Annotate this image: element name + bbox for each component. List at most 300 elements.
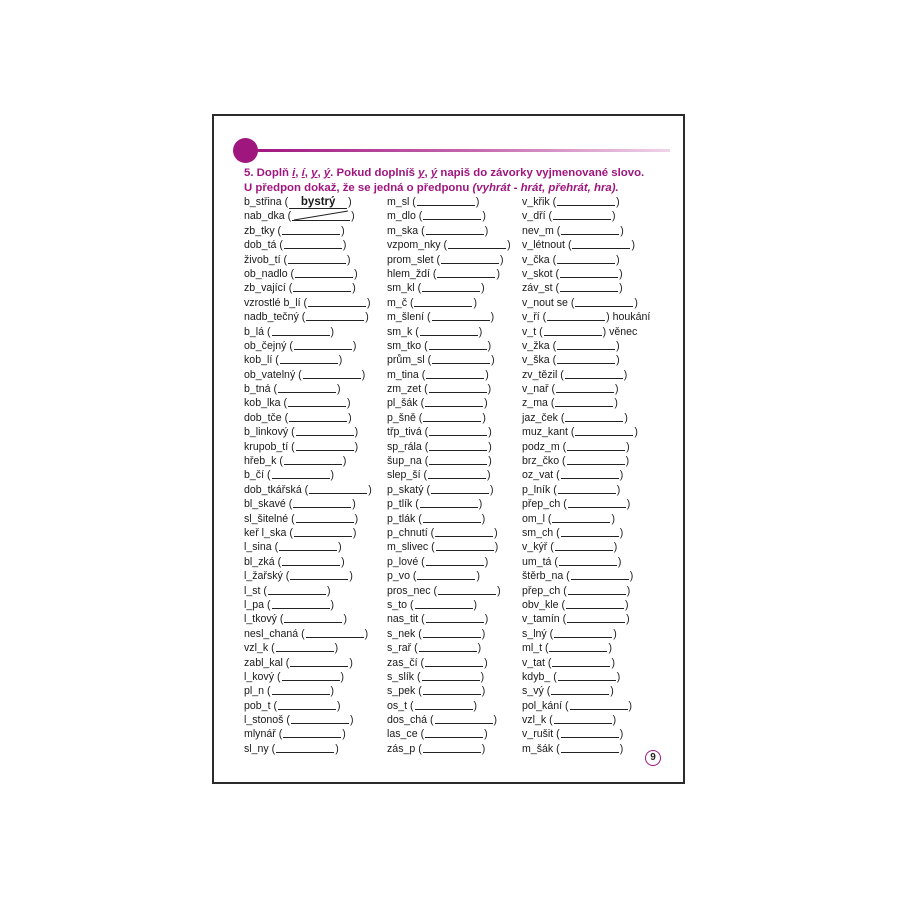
word-text: v_křik ( bbox=[522, 196, 557, 208]
answer-blank[interactable] bbox=[294, 527, 352, 537]
answer-blank[interactable] bbox=[417, 570, 475, 580]
word-row bbox=[522, 468, 662, 482]
answer-blank[interactable] bbox=[568, 498, 626, 508]
answer-blank[interactable] bbox=[429, 441, 487, 451]
answer-blank[interactable] bbox=[272, 326, 330, 336]
answer-blank[interactable] bbox=[425, 728, 483, 738]
word-row bbox=[244, 209, 384, 223]
word-row bbox=[387, 468, 527, 482]
answer-blank[interactable] bbox=[428, 469, 486, 479]
answer-blank[interactable] bbox=[278, 383, 336, 393]
word-text-end: ) bbox=[619, 282, 623, 295]
answer-blank[interactable] bbox=[552, 657, 610, 667]
answer-blank[interactable] bbox=[560, 282, 618, 292]
answer-blank[interactable] bbox=[435, 527, 493, 537]
answer-blank[interactable] bbox=[420, 498, 478, 508]
word-text: záv_st ( bbox=[522, 282, 560, 295]
word-row bbox=[244, 440, 384, 454]
word-row bbox=[522, 727, 662, 741]
answer-blank[interactable] bbox=[567, 613, 625, 623]
word-text: přep_ch ( bbox=[522, 584, 567, 597]
word-text: s_vý ( bbox=[522, 685, 551, 698]
answer-blank[interactable] bbox=[284, 613, 342, 623]
word-text-end: ) bbox=[624, 411, 628, 424]
word-text-end: ) bbox=[476, 570, 480, 583]
answer-blank[interactable] bbox=[571, 570, 629, 580]
word-row bbox=[522, 296, 662, 310]
word-text: nab_dka ( bbox=[244, 210, 292, 223]
word-row bbox=[522, 425, 662, 439]
word-text-end: ) bbox=[481, 685, 486, 698]
answer-blank[interactable] bbox=[570, 700, 628, 710]
answer-blank[interactable] bbox=[268, 585, 326, 595]
word-text-end: ) bbox=[507, 239, 511, 252]
word-row bbox=[244, 454, 384, 468]
answer-blank[interactable] bbox=[432, 311, 490, 321]
word-row bbox=[244, 512, 384, 526]
answer-blank[interactable] bbox=[426, 225, 484, 235]
word-text: hřeb_k ( bbox=[244, 455, 283, 468]
word-text: sm_k ( bbox=[387, 325, 419, 338]
answer-blank[interactable] bbox=[288, 397, 346, 407]
word-text-end: ) bbox=[613, 627, 617, 640]
answer-blank[interactable] bbox=[429, 383, 487, 393]
word-row bbox=[244, 656, 384, 670]
word-text: kob_lí ( bbox=[244, 354, 279, 367]
answer-blank[interactable] bbox=[306, 311, 364, 321]
word-text-end: ) bbox=[475, 196, 480, 208]
word-text-end: ) bbox=[484, 613, 489, 626]
word-text-end: ) bbox=[614, 397, 618, 410]
word-text: vzpom_nky ( bbox=[387, 239, 448, 252]
word-row bbox=[522, 353, 662, 367]
answer-blank[interactable] bbox=[561, 527, 619, 537]
answer-blank[interactable] bbox=[423, 210, 481, 220]
answer-blank[interactable] bbox=[549, 642, 607, 652]
word-row bbox=[522, 454, 662, 468]
word-text-end: ) bbox=[616, 670, 621, 683]
word-text-end: ) bbox=[497, 584, 501, 597]
answer-blank[interactable] bbox=[272, 599, 330, 609]
word-text-end: ) bbox=[334, 642, 339, 655]
word-text-end: ) bbox=[489, 483, 494, 496]
answer-blank[interactable] bbox=[429, 455, 487, 465]
answer-blank[interactable] bbox=[293, 282, 351, 292]
word-row bbox=[244, 569, 384, 583]
word-text: l_žařský ( bbox=[244, 570, 290, 583]
word-text-end: ) bbox=[338, 541, 342, 554]
word-row bbox=[244, 368, 384, 382]
word-text: p_šně ( bbox=[387, 411, 423, 424]
answer-blank[interactable] bbox=[282, 225, 340, 235]
word-text-end: ) bbox=[352, 526, 357, 539]
word-row bbox=[244, 612, 384, 626]
answer-blank[interactable] bbox=[575, 297, 633, 307]
answer-blank[interactable] bbox=[296, 441, 354, 451]
word-text: ob_nadlo ( bbox=[244, 267, 295, 280]
word-row bbox=[387, 454, 527, 468]
answer-blank[interactable] bbox=[566, 599, 624, 609]
answer-blank[interactable] bbox=[557, 354, 615, 364]
word-text-end: ) bbox=[346, 253, 351, 266]
word-text-end: ) věnec bbox=[602, 325, 638, 338]
answer-blank[interactable] bbox=[432, 354, 490, 364]
word-text: nesl_chaná ( bbox=[244, 627, 305, 640]
word-text: m_šlení ( bbox=[387, 311, 431, 324]
answer-blank[interactable] bbox=[556, 383, 614, 393]
answer-blank[interactable] bbox=[555, 541, 613, 551]
word-text: zás_p ( bbox=[387, 742, 422, 755]
word-text-end: ) bbox=[473, 296, 478, 309]
word-text-end: ) houkání bbox=[606, 311, 651, 324]
answer-blank[interactable] bbox=[438, 585, 496, 595]
answer-blank[interactable] bbox=[415, 700, 473, 710]
answer-blank[interactable] bbox=[561, 728, 619, 738]
answer-blank[interactable] bbox=[282, 671, 340, 681]
word-text-end: ) bbox=[326, 584, 331, 597]
word-text-end: ) bbox=[330, 598, 335, 611]
answer-blank[interactable] bbox=[448, 239, 506, 249]
word-text: slep_ší ( bbox=[387, 469, 428, 482]
word-text: l_tkový ( bbox=[244, 613, 284, 626]
word-text: l_pa ( bbox=[244, 598, 271, 611]
word-row bbox=[387, 310, 527, 324]
word-text: zb_tky ( bbox=[244, 224, 282, 237]
answer-blank[interactable] bbox=[294, 340, 352, 350]
answer-blank[interactable] bbox=[572, 239, 630, 249]
word-row bbox=[387, 224, 527, 238]
word-row bbox=[244, 382, 384, 396]
answer-blank[interactable] bbox=[283, 728, 341, 738]
exercise-instructions: 5. Doplň i, í, y, ý. Pokud doplníš y, ý napiš do závorky vyjmenované slovo. U předpon dokaž, že se jedná o předponu (vyhrát - hrát, přehrát, hra). bbox=[244, 167, 645, 194]
word-text-end: ) bbox=[623, 368, 628, 381]
word-row bbox=[244, 296, 384, 310]
word-row bbox=[522, 670, 662, 684]
answer-blank[interactable] bbox=[417, 196, 475, 206]
word-row bbox=[522, 497, 662, 511]
answer-blank[interactable] bbox=[547, 311, 605, 321]
word-row bbox=[522, 339, 662, 353]
answer-blank[interactable] bbox=[560, 268, 618, 278]
answer-blank[interactable] bbox=[282, 556, 340, 566]
answer-blank[interactable] bbox=[423, 628, 481, 638]
answer-blank[interactable] bbox=[303, 369, 361, 379]
answer-blank[interactable] bbox=[575, 426, 633, 436]
word-row bbox=[387, 325, 527, 339]
word-text-end: ) bbox=[617, 555, 622, 568]
answer-blank[interactable] bbox=[290, 657, 348, 667]
answer-blank[interactable] bbox=[568, 585, 626, 595]
word-row bbox=[522, 382, 662, 396]
instruction-text: Doplň bbox=[256, 167, 289, 179]
word-row bbox=[387, 425, 527, 439]
word-text-end: ) bbox=[619, 728, 624, 741]
word-row bbox=[387, 296, 527, 310]
word-row bbox=[522, 209, 662, 223]
answer-blank[interactable] bbox=[422, 671, 480, 681]
answer-blank[interactable] bbox=[309, 484, 367, 494]
answer-blank[interactable] bbox=[429, 426, 487, 436]
word-row bbox=[244, 468, 384, 482]
word-text: keř l_ska ( bbox=[244, 526, 293, 539]
word-row bbox=[244, 483, 384, 497]
word-text: jaz_ček ( bbox=[522, 411, 565, 424]
word-row bbox=[387, 209, 527, 223]
word-text-end: ) bbox=[614, 383, 619, 396]
word-text: p_vo ( bbox=[387, 570, 417, 583]
word-text: om_l ( bbox=[522, 512, 552, 525]
answer-blank[interactable] bbox=[422, 282, 480, 292]
answer-blank[interactable] bbox=[291, 714, 349, 724]
word-row bbox=[387, 526, 527, 540]
word-row bbox=[387, 627, 527, 641]
word-row bbox=[244, 411, 384, 425]
word-text: v_čka ( bbox=[522, 253, 557, 266]
word-text: v_ří ( bbox=[522, 311, 547, 324]
answer-blank[interactable] bbox=[308, 297, 366, 307]
word-row bbox=[522, 483, 662, 497]
word-text-end: ) bbox=[354, 512, 359, 525]
answer-blank[interactable] bbox=[561, 225, 619, 235]
answer-blank[interactable] bbox=[558, 484, 616, 494]
answer-blank[interactable] bbox=[561, 469, 619, 479]
answer-blank[interactable] bbox=[425, 657, 483, 667]
word-text-end: ) bbox=[342, 455, 347, 468]
word-row bbox=[244, 238, 384, 252]
word-row bbox=[244, 598, 384, 612]
word-row bbox=[387, 555, 527, 569]
answer-blank[interactable] bbox=[415, 599, 473, 609]
word-row bbox=[387, 483, 527, 497]
word-text-end: ) bbox=[348, 196, 352, 208]
answer-blank[interactable] bbox=[423, 513, 481, 523]
word-text-end: ) bbox=[348, 411, 352, 424]
word-text: přep_ch ( bbox=[522, 498, 567, 511]
word-row bbox=[387, 396, 527, 410]
answer-blank[interactable] bbox=[272, 469, 330, 479]
word-text-end: ) bbox=[610, 685, 614, 698]
word-row bbox=[522, 656, 662, 670]
answer-blank[interactable] bbox=[553, 210, 611, 220]
word-text-end: ) bbox=[626, 440, 630, 453]
word-row bbox=[387, 612, 527, 626]
word-text: p_skatý ( bbox=[387, 483, 430, 496]
word-row bbox=[522, 684, 662, 698]
word-text: p_chnutí ( bbox=[387, 526, 435, 539]
answer-blank[interactable] bbox=[436, 541, 494, 551]
word-text-end: ) bbox=[481, 282, 485, 295]
word-text: s_to ( bbox=[387, 598, 414, 611]
letter-y: y bbox=[311, 167, 318, 179]
word-text: zas_čí ( bbox=[387, 656, 425, 669]
answer-blank[interactable] bbox=[272, 685, 330, 695]
answer-blank[interactable] bbox=[425, 397, 483, 407]
word-text-end: ) bbox=[619, 267, 623, 280]
answer-blank[interactable] bbox=[558, 671, 616, 681]
word-text: um_tá ( bbox=[522, 555, 558, 568]
word-row bbox=[244, 310, 384, 324]
answer-blank[interactable] bbox=[555, 397, 613, 407]
word-text-end: ) bbox=[488, 440, 492, 453]
word-text: podz_m ( bbox=[522, 440, 567, 453]
answer-blank[interactable] bbox=[551, 685, 609, 695]
answer-blank[interactable] bbox=[276, 642, 334, 652]
answer-blank[interactable] bbox=[423, 685, 481, 695]
word-text: las_ce ( bbox=[387, 728, 425, 741]
word-text: nas_tit ( bbox=[387, 613, 425, 626]
answer-blank[interactable] bbox=[284, 239, 342, 249]
answer-blank[interactable] bbox=[280, 354, 338, 364]
word-row bbox=[244, 224, 384, 238]
word-text: b_linkový ( bbox=[244, 426, 295, 439]
answer-blank[interactable] bbox=[293, 498, 351, 508]
word-row bbox=[522, 612, 662, 626]
word-text: muz_kant ( bbox=[522, 426, 575, 439]
answer-blank[interactable] bbox=[295, 268, 353, 278]
word-text-end: ) bbox=[608, 642, 613, 655]
word-text-end: ) bbox=[364, 627, 369, 640]
word-text: sm_kl ( bbox=[387, 282, 422, 295]
word-text: vzl_k ( bbox=[522, 714, 553, 727]
word-text: s_pek ( bbox=[387, 685, 422, 698]
word-text: dob_tá ( bbox=[244, 239, 283, 252]
answer-blank[interactable] bbox=[296, 513, 354, 523]
word-row bbox=[522, 540, 662, 554]
word-text: pros_nec ( bbox=[387, 584, 438, 597]
word-text-end: ) bbox=[482, 411, 486, 424]
word-text: hlem_ždí ( bbox=[387, 267, 437, 280]
answer-blank[interactable] bbox=[567, 441, 625, 451]
word-text: v_létnout ( bbox=[522, 239, 572, 252]
answer-blank[interactable] bbox=[559, 556, 617, 566]
answer-blank[interactable] bbox=[567, 455, 625, 465]
answer-blank[interactable] bbox=[296, 426, 354, 436]
letter-i: i bbox=[292, 167, 296, 179]
word-text: dob_tkářská ( bbox=[244, 483, 309, 496]
answer-blank[interactable] bbox=[557, 254, 615, 264]
word-text-end: ) bbox=[478, 498, 483, 511]
word-row bbox=[387, 382, 527, 396]
answer-blank[interactable] bbox=[554, 628, 612, 638]
word-text-end: ) bbox=[491, 354, 495, 367]
answer-blank[interactable] bbox=[441, 254, 499, 264]
word-text-end: ) bbox=[490, 311, 495, 324]
answer-blank[interactable] bbox=[290, 570, 348, 580]
answer-blank[interactable] bbox=[279, 541, 337, 551]
word-text: bl_zká ( bbox=[244, 555, 282, 568]
answer-blank[interactable] bbox=[426, 369, 484, 379]
answer-blank[interactable] bbox=[557, 196, 615, 206]
word-row bbox=[387, 584, 527, 598]
answer-blank[interactable] bbox=[278, 700, 336, 710]
letter-y-long: ý bbox=[323, 167, 331, 179]
word-row bbox=[387, 727, 527, 741]
answer-blank[interactable] bbox=[306, 628, 364, 638]
word-text-end: ) bbox=[336, 383, 341, 396]
word-text: l_sina ( bbox=[244, 541, 279, 554]
word-text: nev_m ( bbox=[522, 224, 561, 237]
word-text: b_střina ( bbox=[244, 196, 289, 208]
answer-blank[interactable] bbox=[437, 268, 495, 278]
word-text-end: ) bbox=[347, 397, 351, 410]
word-row bbox=[387, 440, 527, 454]
word-text: zb_vající ( bbox=[244, 282, 293, 295]
word-text-end: ) bbox=[351, 210, 355, 223]
answer-blank[interactable] bbox=[414, 297, 472, 307]
word-text-end: ) bbox=[487, 339, 492, 352]
word-text-end: ) bbox=[620, 224, 624, 237]
answer-blank[interactable] bbox=[557, 340, 615, 350]
answer-blank[interactable] bbox=[284, 455, 342, 465]
word-text: bl_skavé ( bbox=[244, 498, 293, 511]
answer-blank[interactable] bbox=[420, 326, 478, 336]
word-text: v_rušit ( bbox=[522, 728, 560, 741]
answer-blank[interactable] bbox=[565, 369, 623, 379]
word-text-end: ) bbox=[616, 483, 621, 496]
word-text-end: ) bbox=[488, 455, 492, 468]
word-row bbox=[244, 684, 384, 698]
answer-blank[interactable] bbox=[561, 743, 619, 753]
word-row bbox=[522, 526, 662, 540]
answer-crossed-out bbox=[292, 211, 350, 220]
word-row bbox=[244, 540, 384, 554]
word-text: ob_čejný ( bbox=[244, 339, 293, 352]
answer-blank[interactable] bbox=[544, 326, 602, 336]
word-text-end: ) bbox=[352, 282, 356, 295]
word-text-end: ) bbox=[481, 627, 486, 640]
word-text-end: ) bbox=[330, 469, 335, 482]
word-text-end: ) bbox=[494, 541, 499, 554]
word-text: sl_šitelné ( bbox=[244, 512, 295, 525]
answer-blank[interactable] bbox=[423, 743, 481, 753]
word-row bbox=[522, 224, 662, 238]
answer-blank[interactable] bbox=[554, 714, 612, 724]
word-text: sp_rála ( bbox=[387, 440, 429, 453]
instruction-text-mid: Pokud doplníš bbox=[336, 167, 415, 179]
answer-blank[interactable] bbox=[435, 714, 493, 724]
answer-blank[interactable] bbox=[429, 340, 487, 350]
word-text: p_lník ( bbox=[522, 483, 557, 496]
word-column-1 bbox=[244, 195, 384, 756]
word-text-end: ) bbox=[494, 526, 498, 539]
answer-blank[interactable] bbox=[276, 743, 334, 753]
answer-blank[interactable] bbox=[426, 556, 484, 566]
word-text: zm_zet ( bbox=[387, 383, 428, 396]
answer-filled: bystrý bbox=[289, 197, 347, 209]
word-text-end: ) bbox=[616, 354, 620, 367]
answer-blank[interactable] bbox=[426, 613, 484, 623]
answer-blank[interactable] bbox=[289, 412, 347, 422]
answer-blank[interactable] bbox=[552, 513, 610, 523]
word-text-end: ) bbox=[484, 224, 489, 237]
word-text: sl_ny ( bbox=[244, 742, 276, 755]
answer-blank[interactable] bbox=[423, 412, 481, 422]
word-text-end: ) bbox=[484, 656, 488, 669]
word-text-end: ) bbox=[481, 742, 486, 755]
answer-blank[interactable] bbox=[419, 642, 477, 652]
answer-blank[interactable] bbox=[288, 254, 346, 264]
word-text: v_tamín ( bbox=[522, 613, 567, 626]
word-text-end: ) bbox=[365, 311, 369, 324]
word-row bbox=[522, 440, 662, 454]
word-text: živob_tí ( bbox=[244, 253, 287, 266]
word-text: pob_t ( bbox=[244, 699, 277, 712]
word-text-end: ) bbox=[625, 598, 629, 611]
word-text-end: ) bbox=[354, 440, 359, 453]
word-text-end: ) bbox=[330, 685, 335, 698]
answer-blank[interactable] bbox=[431, 484, 489, 494]
answer-blank[interactable] bbox=[565, 412, 623, 422]
